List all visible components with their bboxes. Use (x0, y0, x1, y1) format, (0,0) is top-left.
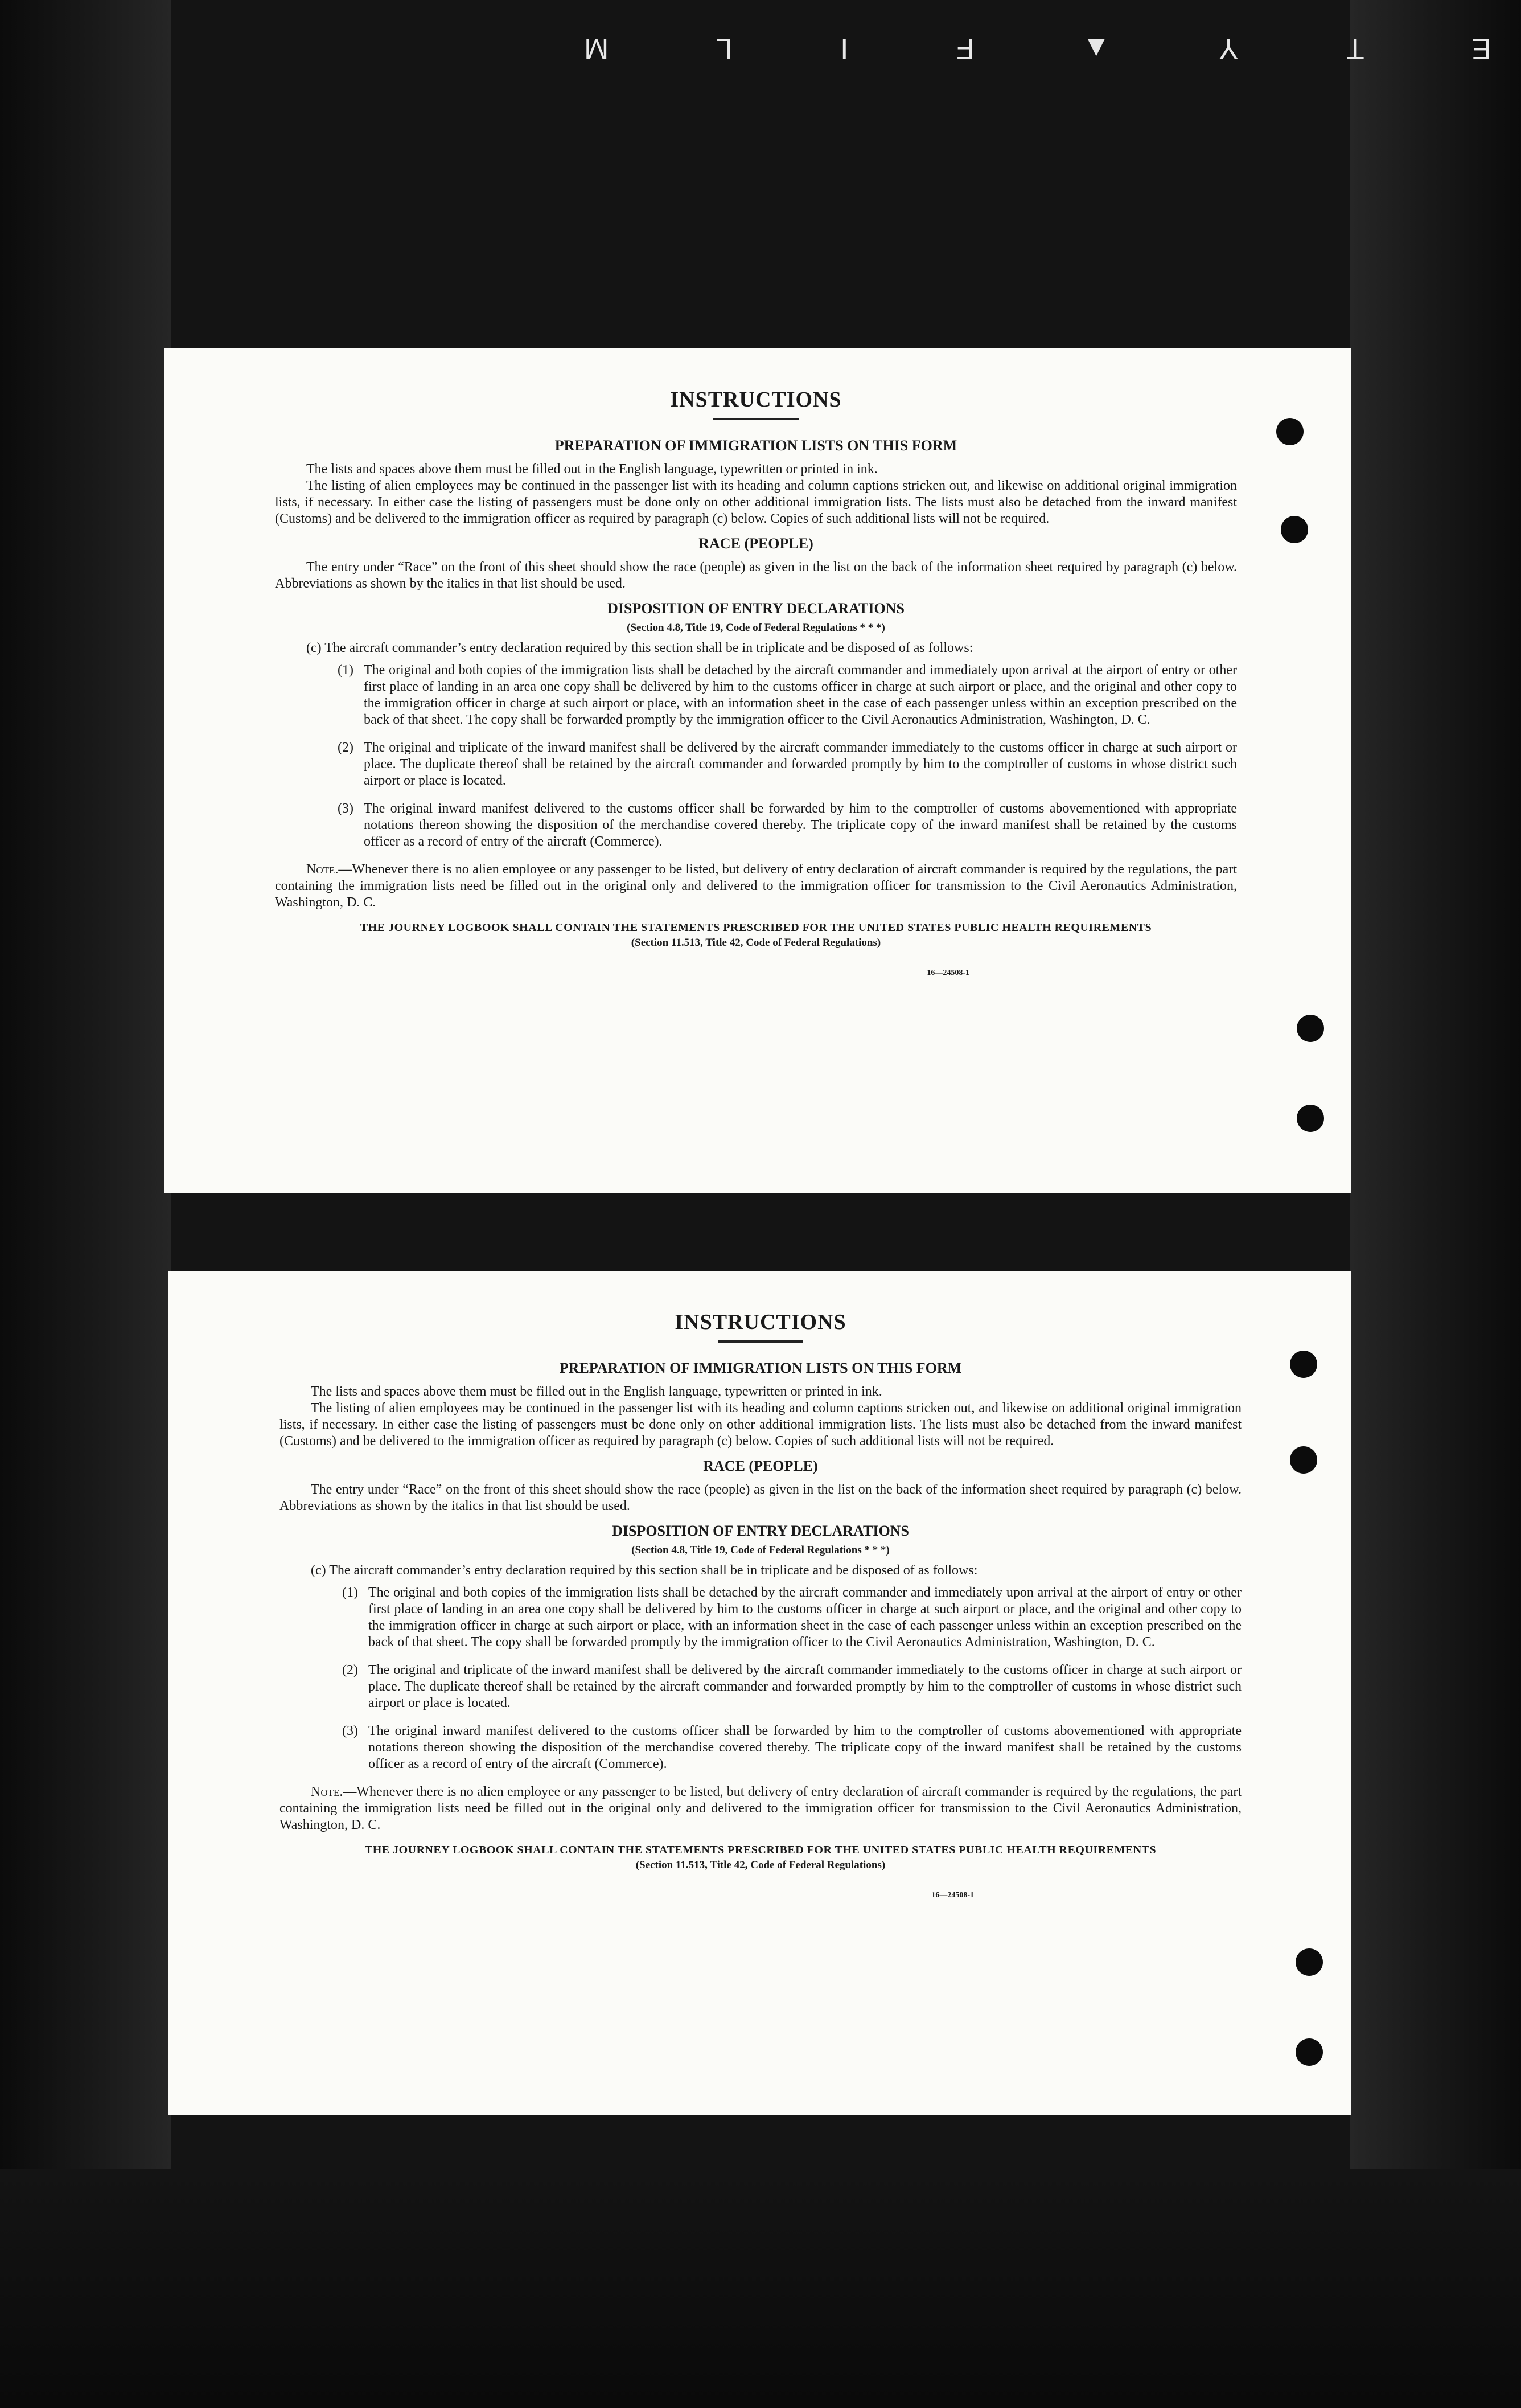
note-label: Note. (306, 862, 339, 877)
preparation-heading: PREPARATION OF IMMIGRATION LISTS ON THIS FORM (559, 1360, 962, 1376)
disposition-citation: (Section 4.8, Title 19, Code of Federal Regulations * * *) (631, 1544, 890, 1556)
film-edge-right (1350, 0, 1521, 2408)
disposition-intro: (c) The aircraft commander’s entry declaration required by this section shall be in triplicate and be disposed of as follows: (306, 641, 973, 655)
disposition-citation: (Section 4.8, Title 19, Code of Federal Regulations * * *) (627, 622, 885, 634)
title-rule (718, 1340, 803, 1343)
preparation-paragraph-2: The listing of alien employees may be continued in the passenger list with its heading and column captions stricken out, and likewise on additional original immigration lists, if necessary. In either case the listing of passengers must be done only on other additional immigration lists. The lists must also be detached from the inward manifest (Customs) and be delivered to the immigration officer as required by paragraph (c) below. Copies of such additional lists will not be required. (275, 478, 1237, 526)
journey-logbook-statement: THE JOURNEY LOGBOOK SHALL CONTAIN THE STATEMENTS PRESCRIBED FOR THE UNITED STATES PUBLIC HEALTH REQUIREMENTS (364, 1844, 1157, 1856)
list-item-number: (1) (342, 1585, 358, 1600)
list-item-text: The original and triplicate of the inward manifest shall be delivered by the aircraft commander immediately to the customs officer in charge at such airport or place. The duplicate thereof shall be retained by the aircraft commander and forwarded promptly by him to the comptroller of customs in whose district such airport or place is located. (364, 740, 1237, 788)
film-letter: F (952, 32, 975, 65)
list-item (338, 801, 1237, 850)
list-item-text: The original and both copies of the immigration lists shall be detached by the aircraft commander and immediately upon arrival at the airport of entry or other first place of landing in an area one copy shall be delivered by him to the customs officer in charge at such airport or place, and the original and other copy to the immigration officer in charge at such airport or place, with an information sheet in the case of each passenger unless within an exception prescribed on the back of that sheet. The copy shall be forwarded promptly by the immigration officer to the Civil Aeronautics Administration, Washington, D. C. (364, 663, 1237, 727)
list-item-text: The original and both copies of the immigration lists shall be detached by the aircraft commander and immediately upon arrival at the airport of entry or other first place of landing in an area one copy shall be delivered by him to the customs officer in charge at such airport or place, and the original and other copy to the immigration officer in charge at such airport or place, with an information sheet in the case of each passenger unless within an exception prescribed on the back of that sheet. The copy shall be forwarded promptly by the immigration officer to the Civil Aeronautics Administration, Washington, D. C. (368, 1585, 1242, 1650)
punch-hole (1296, 1948, 1323, 1976)
race-paragraph: The entry under “Race” on the front of this sheet should show the race (people) as given in the list on the back of the information sheet required by paragraph (c) below. Abbreviations as shown by the italics in that list should be used. (275, 560, 1237, 591)
race-paragraph: The entry under “Race” on the front of this sheet should show the race (people) as given in the list on the back of the information sheet required by paragraph (c) below. Abbreviations as shown by the italics in that list should be used. (279, 1482, 1242, 1513)
film-letter: M (581, 32, 609, 65)
journey-logbook-citation: (Section 11.513, Title 42, Code of Federal Regulations) (631, 937, 881, 949)
preparation-paragraph-1: The lists and spaces above them must be filled out in the English language, typewritten or printed in ink. (306, 462, 878, 477)
list-item (342, 1585, 1242, 1651)
race-heading: RACE (PEOPLE) (698, 535, 813, 552)
punch-hole (1290, 1351, 1317, 1378)
list-item (342, 1662, 1242, 1712)
film-letter: T (1342, 32, 1364, 65)
disposition-heading: DISPOSITION OF ENTRY DECLARATIONS (612, 1523, 909, 1539)
film-letter: E (1468, 32, 1491, 65)
list-item-text: The original inward manifest delivered to the customs officer shall be forwarded by him to the comptroller of customs abovementioned with appropriate notations thereon showing the disposition of the merchandise covered thereby. The triplicate copy of the inward manifest shall be retained by the customs officer as a record of entry of the aircraft (Commerce). (368, 1724, 1242, 1771)
punch-hole (1281, 516, 1308, 543)
instructions-sheet-top (164, 348, 1351, 1193)
disposition-intro: (c) The aircraft commander’s entry declaration required by this section shall be in triplicate and be disposed of as follows: (311, 1563, 978, 1578)
film-edge-left (0, 0, 171, 2408)
list-item (342, 1723, 1242, 1773)
punch-hole (1290, 1446, 1317, 1474)
punch-hole (1276, 418, 1304, 445)
note-paragraph (275, 862, 1237, 911)
film-letter: Y (1215, 32, 1239, 65)
preparation-paragraph-2: The listing of alien employees may be continued in the passenger list with its heading and column captions stricken out, and likewise on additional original immigration lists, if necessary. In either case the listing of passengers must be done only on other additional immigration lists. The lists must also be detached from the inward manifest (Customs) and be delivered to the immigration officer as required by paragraph (c) below. Copies of such additional lists will not be required. (279, 1401, 1242, 1449)
note-label: Note. (311, 1785, 343, 1799)
preparation-paragraph-1: The lists and spaces above them must be filled out in the English language, typewritten or printed in ink. (311, 1384, 882, 1399)
disposition-list (279, 1585, 1242, 1773)
preparation-heading: PREPARATION OF IMMIGRATION LISTS ON THIS FORM (554, 437, 957, 454)
list-item-number: (3) (342, 1724, 358, 1738)
disposition-heading: DISPOSITION OF ENTRY DECLARATIONS (607, 600, 905, 617)
list-item (338, 662, 1237, 728)
film-letter: ▲ (1078, 32, 1111, 65)
film-edge-bottom (0, 2169, 1521, 2408)
note-text: —Whenever there is no alien employee or any passenger to be listed, but delivery of entry declaration of aircraft commander is required by the regulations, the part containing the immigration lists need be filled out in the original only and delivered to the immigration officer for transmission to the Civil Aeronautics Administration, Washington, D. C. (279, 1785, 1242, 1832)
punch-hole (1296, 2038, 1323, 2066)
page-title: INSTRUCTIONS (670, 388, 842, 412)
list-item-text: The original and triplicate of the inward manifest shall be delivered by the aircraft commander immediately to the customs officer in charge at such airport or place. The duplicate thereof shall be retained by the aircraft commander and forwarded promptly by him to the comptroller of customs in whose district such airport or place is located. (368, 1663, 1242, 1710)
list-item (338, 740, 1237, 789)
race-heading: RACE (PEOPLE) (703, 1458, 818, 1474)
journey-logbook-citation: (Section 11.513, Title 42, Code of Federal Regulations) (635, 1859, 886, 1871)
instructions-sheet-bottom (168, 1271, 1351, 2115)
film-letter: I (837, 32, 849, 65)
page-title: INSTRUCTIONS (675, 1310, 846, 1334)
title-rule (713, 418, 799, 420)
form-code: 16—24508-1 (927, 969, 969, 977)
list-item-number: (2) (338, 740, 353, 755)
note-paragraph (279, 1784, 1242, 1833)
film-letter: L (713, 32, 733, 65)
list-item-number: (1) (338, 663, 353, 678)
punch-hole (1297, 1015, 1324, 1042)
film-edge-lettering (581, 23, 1491, 74)
journey-logbook-statement: THE JOURNEY LOGBOOK SHALL CONTAIN THE STATEMENTS PRESCRIBED FOR THE UNITED STATES PUBLIC HEALTH REQUIREMENTS (360, 921, 1152, 934)
form-code: 16—24508-1 (931, 1891, 974, 1900)
instructions-content (275, 387, 1237, 978)
instructions-content (279, 1310, 1242, 1900)
disposition-list (275, 662, 1237, 850)
punch-hole (1297, 1105, 1324, 1132)
note-text: —Whenever there is no alien employee or any passenger to be listed, but delivery of entry declaration of aircraft commander is required by the regulations, the part containing the immigration lists need be filled out in the original only and delivered to the immigration officer for transmission to the Civil Aeronautics Administration, Washington, D. C. (275, 862, 1237, 910)
list-item-text: The original inward manifest delivered to the customs officer shall be forwarded by him to the comptroller of customs abovementioned with appropriate notations thereon showing the disposition of the merchandise covered thereby. The triplicate copy of the inward manifest shall be retained by the customs officer as a record of entry of the aircraft (Commerce). (364, 801, 1237, 849)
list-item-number: (3) (338, 801, 353, 816)
list-item-number: (2) (342, 1663, 358, 1677)
